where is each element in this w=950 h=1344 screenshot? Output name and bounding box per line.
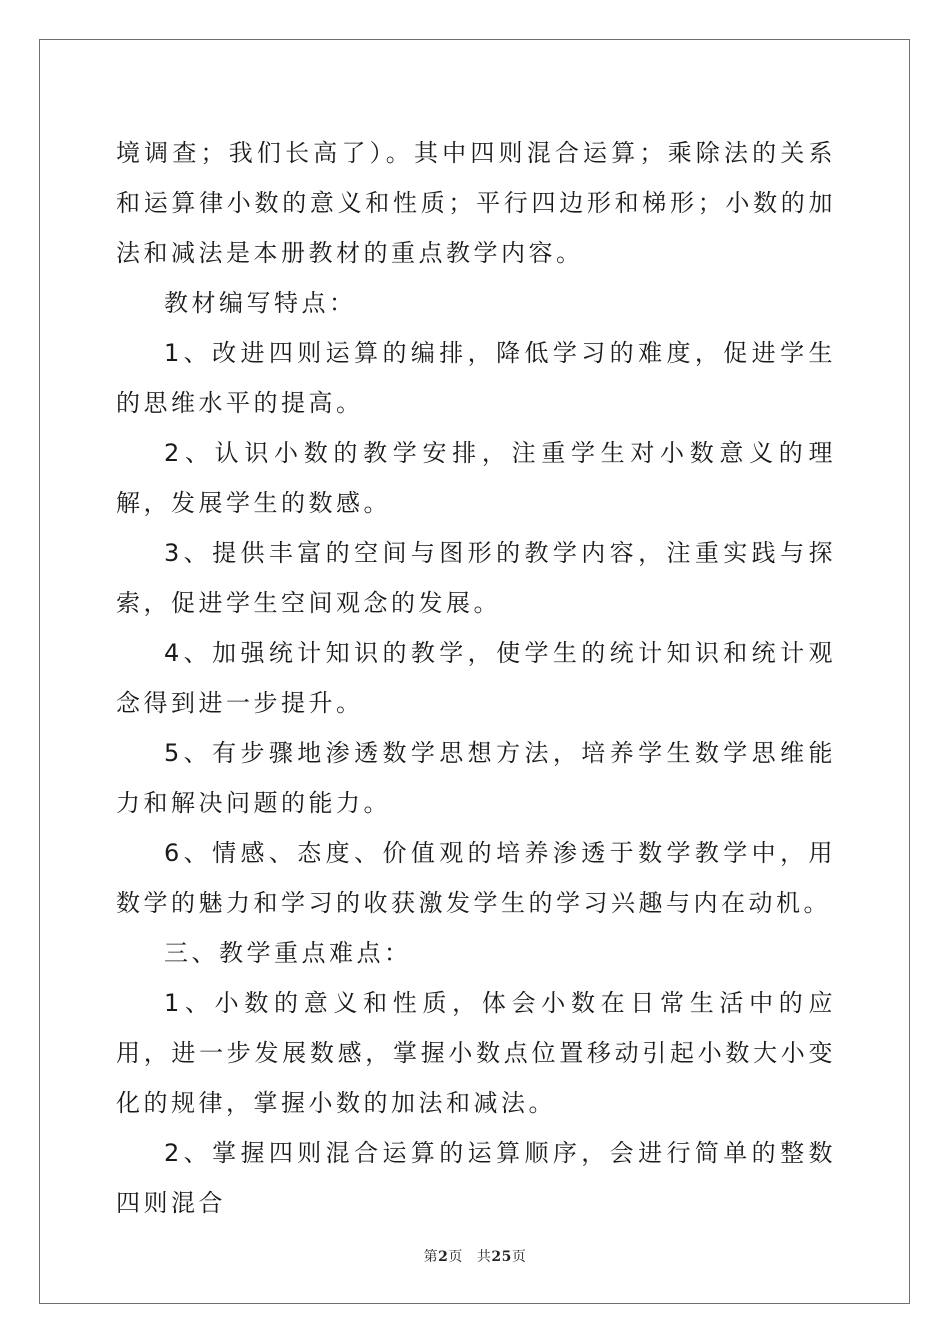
total-suffix: 页 <box>511 1249 527 1265</box>
paragraph: 2、认识小数的教学安排，注重学生对小数意义的理解，发展学生的数感。 <box>116 439 836 517</box>
paragraph: 1、改进四则运算的编排，降低学习的难度，促进学生的思维水平的提高。 <box>116 339 836 417</box>
page-number: 2 <box>438 1249 449 1265</box>
document-body <box>116 128 836 1228</box>
paragraph: 6、情感、态度、价值观的培养渗透于数学教学中，用数学的魅力和学习的收获激发学生的学习兴趣与内在动机。 <box>116 839 836 917</box>
paragraph: 3、提供丰富的空间与图形的教学内容，注重实践与探索，促进学生空间观念的发展。 <box>116 539 836 617</box>
paragraph: 境调查；我们长高了）。其中四则混合运算；乘除法的关系和运算律小数的意义和性质；平行四边形和梯形；小数的加法和减法是本册教材的重点教学内容。 <box>116 139 836 267</box>
paragraph: 5、有步骤地渗透数学思想方法，培养学生数学思维能力和解决问题的能力。 <box>116 739 836 817</box>
paragraph: 教材编写特点： <box>164 289 357 317</box>
page-footer <box>0 1246 950 1266</box>
paragraph: 三、教学重点难点： <box>164 939 412 967</box>
page-prefix: 第 <box>423 1249 439 1265</box>
paragraph: 1、小数的意义和性质，体会小数在日常生活中的应用，进一步发展数感，掌握小数点位置移动引起小数大小变化的规律，掌握小数的加法和减法。 <box>116 989 836 1117</box>
total-pages: 25 <box>491 1249 512 1265</box>
total-prefix: 共 <box>476 1249 492 1265</box>
page-suffix: 页 <box>448 1249 463 1265</box>
paragraph: 2、掌握四则混合运算的运算顺序，会进行简单的整数四则混合 <box>116 1139 836 1217</box>
paragraph: 4、加强统计知识的教学，使学生的统计知识和统计观念得到进一步提升。 <box>116 639 836 717</box>
